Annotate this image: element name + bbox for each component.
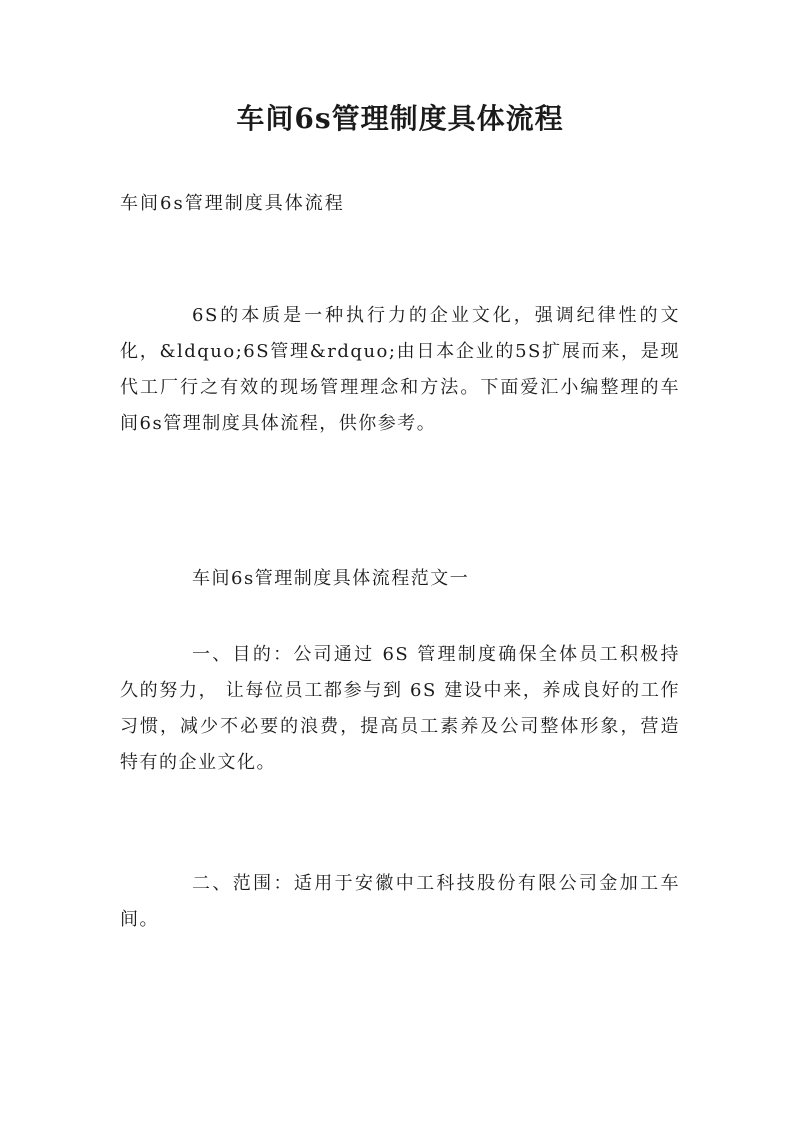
document-subtitle: 车间6s管理制度具体流程 [120,193,345,214]
section-heading: 车间6s管理制度具体流程范文一 [192,568,470,589]
purpose-paragraph: 一、目的：公司通过 6S 管理制度确保全体员工积极持久的努力， 让每位员工都参与到 6S 建设中来，养成良好的工作习惯，减少不必要的浪费，提高员工素养及公司整体形象，营造特有的企业文化。 [120,644,680,773]
intro-paragraph: 6S的本质是一种执行力的企业文化，强调纪律性的文化，&ldquo;6S管理&rdquo;由日本企业的5S扩展而来，是现代工厂行之有效的现场管理理念和方法。下面爱汇小编整理的车间6s管理制度具体流程，供你参考。 [120,305,680,434]
scope-paragraph: 二、范围：适用于安徽中工科技股份有限公司金加工车间。 [120,873,680,930]
document-title: 车间6s管理制度具体流程 [236,102,564,135]
